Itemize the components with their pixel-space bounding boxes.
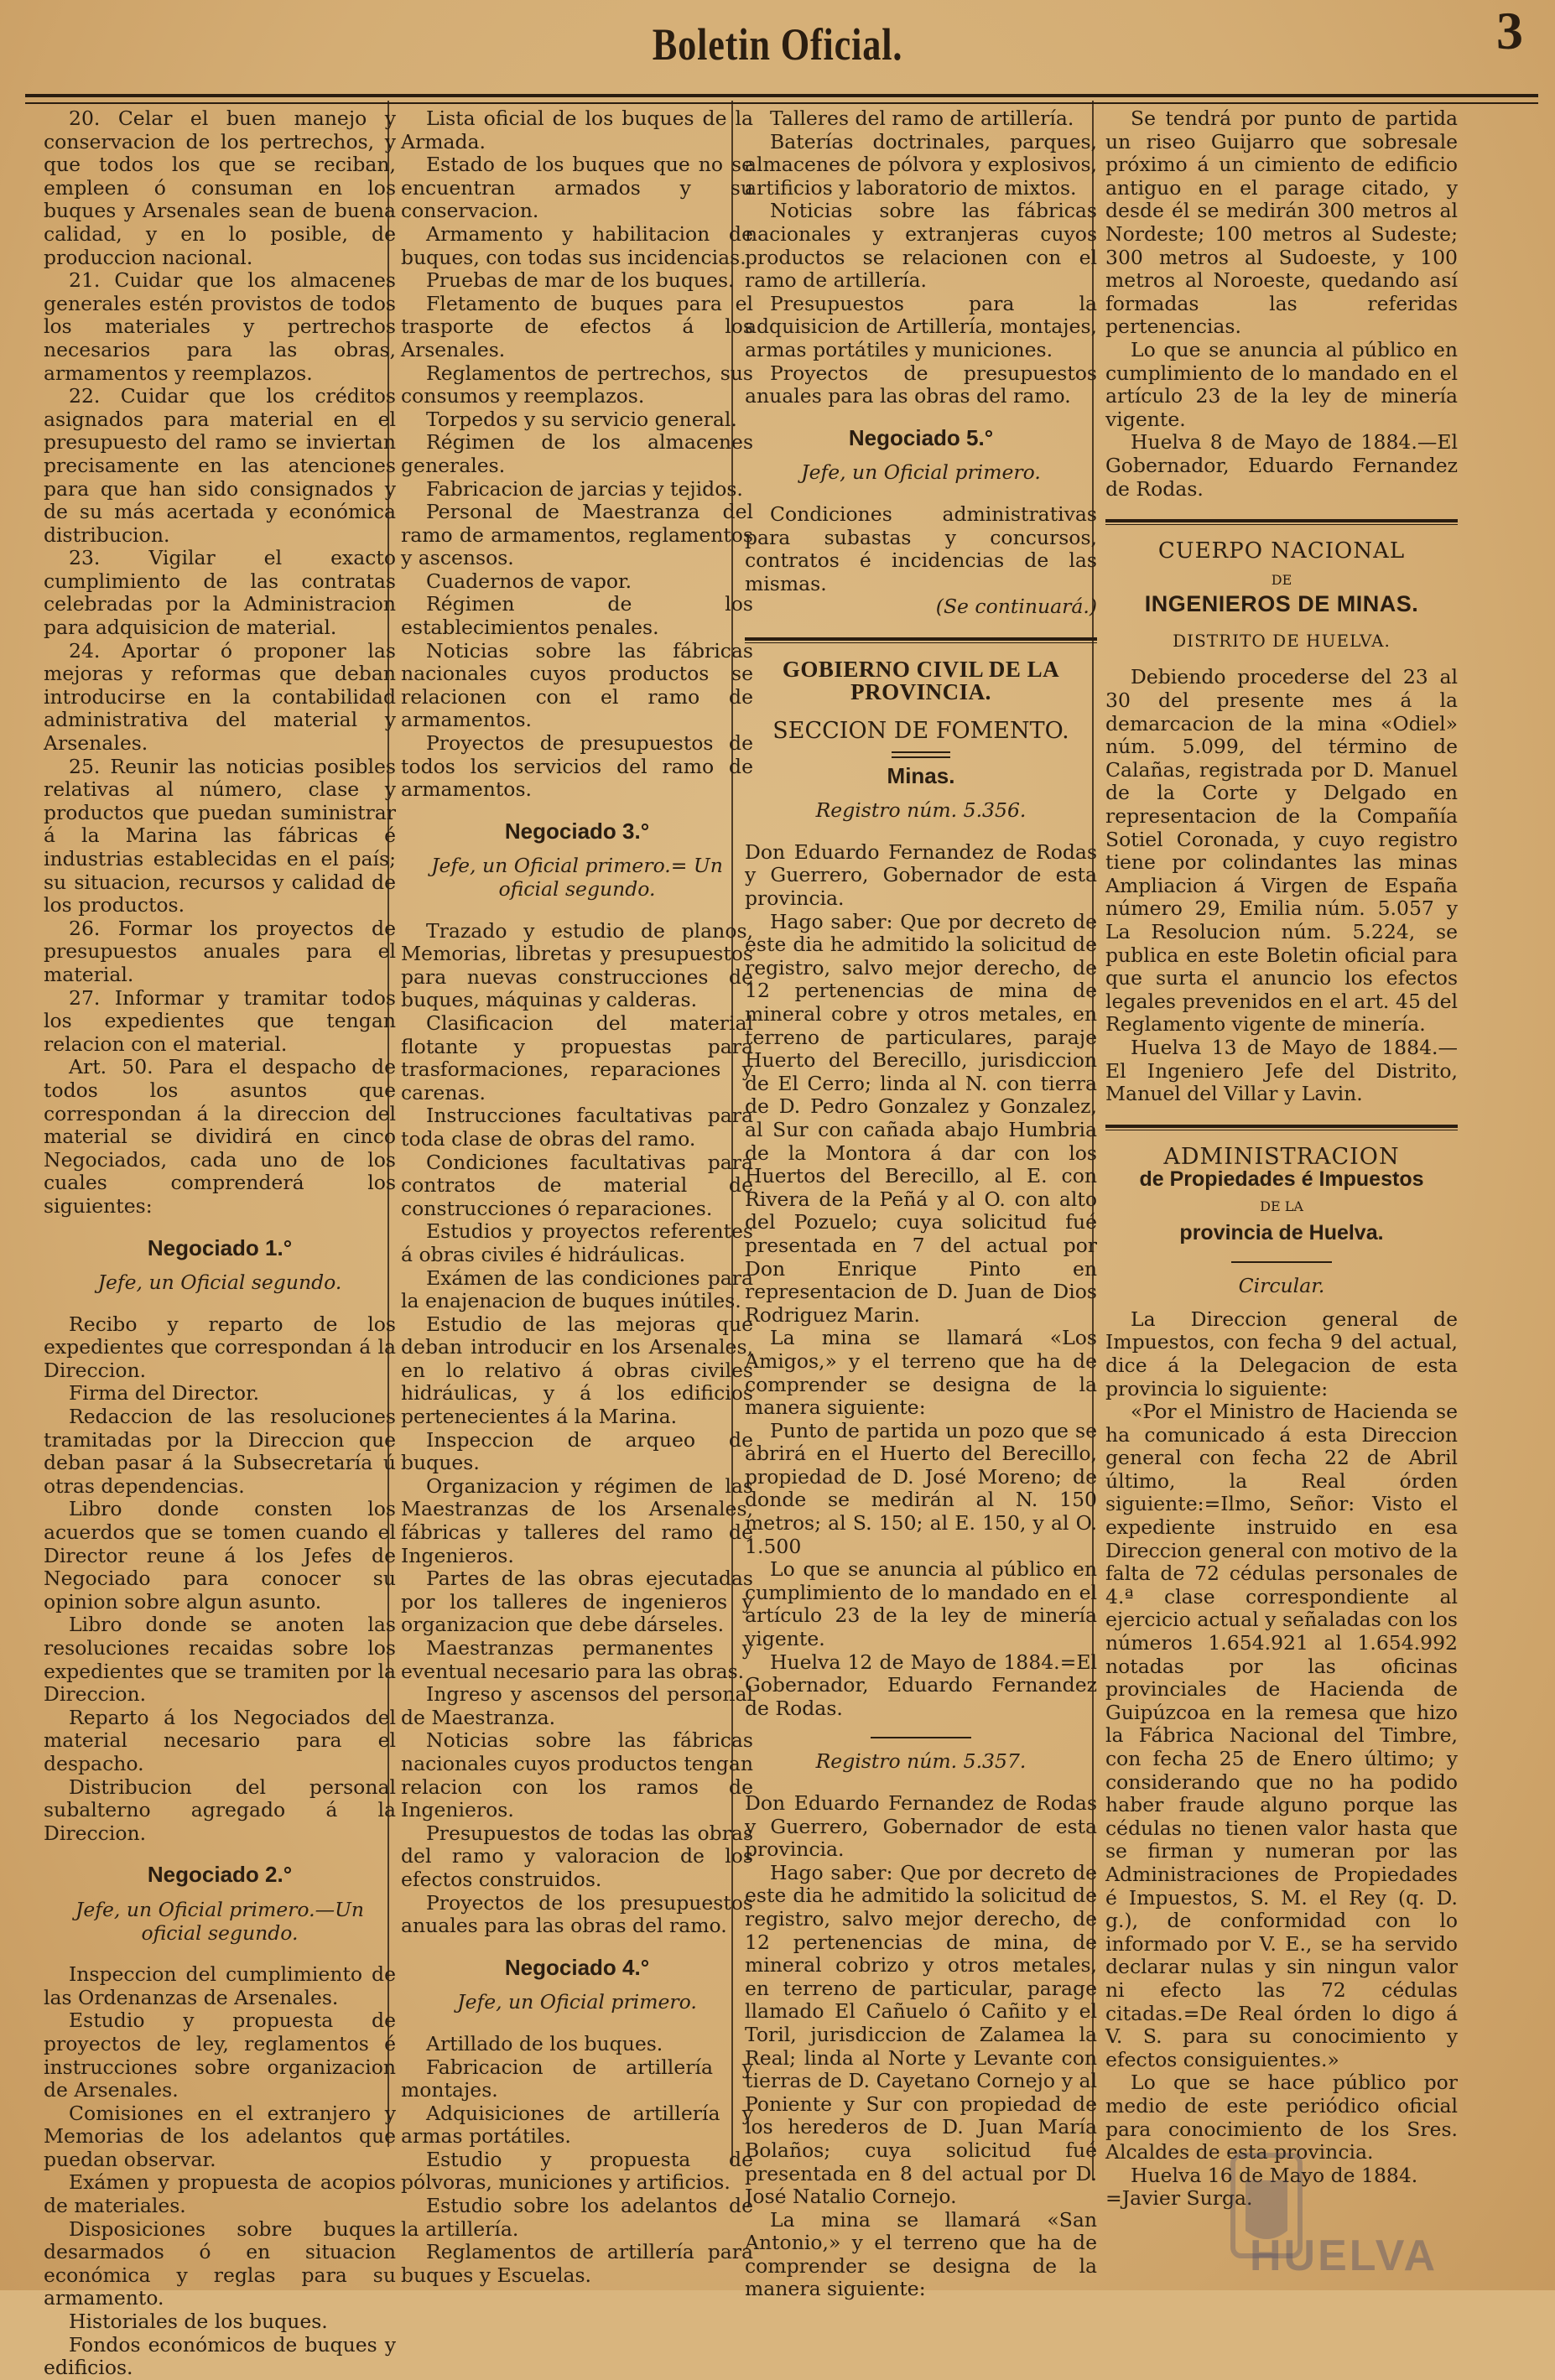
paragraph: Personal de Maestranza del ramo de armamentos, reglamentos y ascensos. <box>401 500 753 570</box>
paragraph: Exámen de las condiciones para la enajenacion de buques inútiles. <box>401 1265 753 1313</box>
paragraph: Art. 50. Para el despacho de todos los asuntos que correspondan á la direccion del material se dividirá en cinco Negociados, cada uno de los cuales comprenderá los siguientes: <box>44 1055 396 1218</box>
paragraph: Don Eduardo Fernandez de Rodas y Guerrero, Gobernador de esta provincia. <box>745 1791 1097 1862</box>
paragraph: Lo que se hace público por medio de este periódico oficial para conocimiento de los Sres. Alcaldes de esta provincia. <box>1105 2071 1458 2164</box>
paragraph: Reglamentos de artillería para buques y Escuelas. <box>401 2240 753 2287</box>
subheading: Jefe, un Oficial segundo. <box>97 1271 342 1295</box>
paragraph: 25. Reunir las noticias posibles relativas al número, clase y productos que puedan suministrar á la Marina las fábricas é industrias establecidas en el país; su situacion, recursos y calidad de los productos. <box>44 754 396 917</box>
propiedades-heading: de Propiedades é Impuestos <box>1139 1167 1424 1192</box>
subheading: Jefe, un Oficial primero.= Un oficial segundo. <box>431 854 723 901</box>
subheading: Jefe, un Oficial primero.—Un oficial segundo. <box>75 1897 365 1945</box>
paragraph: 24. Aportar ó proponer las mejoras y reformas que deban introducirse en la contabilidad administrativa del material y Arsenales. <box>44 638 396 756</box>
masthead <box>0 0 1555 101</box>
paragraph: Presupuestos de todas las obras del ramo y valoracion de los efectos construidos. <box>401 1821 753 1891</box>
paragraph: Lo que se anuncia al público en cumplimiento de lo mandado en el artículo 23 de la ley de minería vigente. <box>1105 337 1458 431</box>
paragraph: Libro donde se anoten las resoluciones recaidas sobre los expedientes que se tramiten por la Direccion. <box>44 1613 396 1707</box>
paragraph: Hago saber: Que por decreto de este dia he admitido la solicitud de registro, salvo mejor derecho, de 12 pertenencias de mina, de mineral cobrizo y otros metales, en terreno de particular, parage llamado El Cañuelo ó Cañito y el Toril, jurisdiccion de Zalamea la Real; linda al Norte y Levante con tierras de D. Cayetano Cornejo y al Poniente y Sur con propiedad de los herederos de D. Juan María Bolaños; cuya solicitud fué presentada en 8 del actual por D. José Natalio Cornejo. <box>745 1860 1097 2209</box>
short-rule <box>871 1737 971 1738</box>
negociado-heading: Negociado 5.° <box>848 424 994 450</box>
paragraph: Recibo y reparto de los expedientes que correspondan á la Direccion. <box>44 1312 396 1382</box>
paragraph: Lo que se anuncia al público en cumplimiento de lo mandado en el artículo 23 de la ley de minería vigente. <box>745 1557 1097 1651</box>
subheading: Jefe, un Oficial primero. <box>801 460 1041 485</box>
paragraph: Fabricacion de artillería y montajes. <box>401 2055 753 2102</box>
subheading: Registro núm. 5.357. <box>815 1749 1027 1774</box>
subheading: Registro núm. 5.356. <box>815 798 1027 823</box>
provincia-heading: provincia de Huelva. <box>1179 1220 1384 1245</box>
watermark-text: HUELVA <box>1250 2232 1438 2280</box>
ingenieros-heading: INGENIEROS DE MINAS. <box>1144 591 1419 617</box>
paragraph: Estudio de las mejoras que deban introducir en los Arsenales, en lo relativo á obras civiles hidráulicas, y á los edificios pertenecientes á la Marina. <box>401 1312 753 1429</box>
paragraph: Condiciones facultativas para contratos de material de construcciones ó reparaciones. <box>401 1150 753 1220</box>
paragraph: Régimen de los almacenes generales. <box>401 430 753 477</box>
paragraph: Baterías doctrinales, parques, almacenes de pólvora y explosivos, artificios y laboratorio de mixtos. <box>745 129 1097 200</box>
column-4 <box>1105 107 1458 2211</box>
paragraph: Partes de las obras ejecutadas por los talleres de ingenieros y organizacion que debe dárseles. <box>401 1567 753 1637</box>
negociado-heading: Negociado 2.° <box>147 1862 293 1888</box>
distrito-heading: DISTRITO DE HUELVA. <box>1173 630 1391 651</box>
newspaper-title: Boletin Oficial. <box>652 19 903 70</box>
paragraph: Estado de los buques que no se encuentran armados y su conservacion. <box>401 153 753 223</box>
paragraph: Punto de partida un pozo que se abrirá en el Huerto del Berecillo, propiedad de D. José Moreno; de donde se medirán al N. 150 metros; al S. 150; al E. 150, y al O. 1.500 <box>745 1418 1097 1558</box>
page-number: 3 <box>1496 1 1523 60</box>
paragraph: Lista oficial de los buques de la Armada. <box>401 107 753 153</box>
paragraph: Huelva 13 de Mayo de 1884.—El Ingeniero Jefe del Distrito, Manuel del Villar y Lavin. <box>1105 1035 1458 1106</box>
paragraph: Hago saber: Que por decreto de este dia he admitido la solicitud de registro, salvo mejor derecho, de 12 pertenencias de mina de mineral cobre y otros metales, en terreno de particulares, paraje Huerto del Berecillo, jurisdiccion de El Cerro; linda al N. con tierra de D. Pedro Gonzalez y Gonzalez, al Sur con cañada abajo Humbria de la Montora á dar con los Huertos del Berecillo, al E. con Rivera de la Peñá y al O. con alto del Pozuelo; cuya solicitud fué presentada en 7 del actual por Don Enrique Pinto en representacion de D. Juan de Dios Rodriguez Marin. <box>745 909 1097 1327</box>
paragraph: Adquisiciones de artillería y armas portátiles. <box>401 2101 753 2149</box>
paragraph: Organizacion y régimen de las Maestranzas de los Arsenales, fábricas y talleres del ramo de Ingenieros. <box>401 1473 753 1567</box>
paragraph: Condiciones administrativas para subastas y concursos, contratos é incidencias de las mismas. <box>745 501 1097 595</box>
paragraph: Armamento y habilitacion de buques, con todas sus incidencias. <box>401 221 753 269</box>
cuerpo-heading: CUERPO NACIONAL <box>1157 538 1406 564</box>
paragraph: Huelva 8 de Mayo de 1884.—El Gobernador, Eduardo Fernandez de Rodas. <box>1105 430 1458 501</box>
paragraph: Reglamentos de pertrechos, sus consumos y reemplazos. <box>401 361 753 408</box>
paragraph: Don Eduardo Fernandez de Rodas y Guerrero, Gobernador de esta provincia. <box>745 839 1097 911</box>
paragraph: Huelva 12 de Mayo de 1884.=El Gobernador, Eduardo Fernandez de Rodas. <box>745 1650 1097 1720</box>
double-rule <box>892 751 950 758</box>
paragraph: «Por el Ministro de Hacienda se ha comunicado á esta Direccion general con fecha 22 de Abril último, la Real órden siguiente:=Ilmo, Señor: Visto el expediente instruido en esa Direccion general con motivo de la falta de 72 cédulas personales de 4.ª clase correspondiente al ejercicio actual y señaladas con los números 1.654.921 al 1.654.992 notadas por las oficinas provinciales de Hacienda de Guipúzcoa en la remesa que hizo la Fábrica Nacional del Timbre, con fecha 25 de Enero último; y considerando que no ha podido haber fraude alguno porque las cédulas no tienen valor hasta que se firman y numeran por las Administraciones de Propiedades é Impuestos, S. M. el Rey (q. D. g.), de conformidad con lo informado por V. E., se ha servido declarar nulas y sin ningun valor ni efecto las 72 cédulas citadas.=De Real órden lo digo á V. S. para su conocimiento y efectos consiguientes.» <box>1105 1400 1458 2071</box>
paragraph: 27. Informar y tramitar todos los expedientes que tengan relacion con el material. <box>44 985 396 1056</box>
section-rule <box>1105 519 1458 525</box>
paragraph: 23. Vigilar el exacto cumplimiento de las contratas celebradas por la Administracion para adquisicion de material. <box>44 546 396 640</box>
paragraph: Firma del Director. <box>69 1381 260 1406</box>
paragraph: Régimen de los establecimientos penales. <box>401 592 753 640</box>
section-rule <box>745 637 1097 643</box>
paragraph: Disposiciones sobre buques desarmados ó en situacion económica y reglas para su armamento. <box>44 2216 396 2310</box>
column-1 <box>44 107 396 2380</box>
paragraph: Talleres del ramo de artillería. <box>770 107 1074 130</box>
paragraph: Torpedos y su servicio general. <box>426 407 737 431</box>
paragraph: La Direccion general de Impuestos, con fecha 9 del actual, dice á la Delegacion de esta provincia lo siguiente: <box>1105 1307 1458 1400</box>
paragraph: Inspeccion de arqueo de buques. <box>401 1427 753 1475</box>
paragraph: Trazado y estudio de planos, Memorias, libretas y presupuestos para nuevas construcciones de buques, máquinas y calderas. <box>401 918 753 1012</box>
paragraph: 20. Celar el buen manejo y conservacion de los pertrechos, y que todos los que se reciban, empleen ó consuman en los buques y Arsenales sean de buena calidad, y en lo posible, de produccion nacional. <box>44 107 396 269</box>
paragraph: Proyectos de los presupuestos anuales para las obras del ramo. <box>401 1890 753 1938</box>
paragraph: Historiales de los buques. <box>69 2310 328 2334</box>
paragraph: Clasificacion del material flotante y propuestas para trasformaciones, reparaciones y carenas. <box>401 1011 753 1104</box>
dela-label: DE LA <box>1260 1198 1303 1214</box>
column-2 <box>401 107 753 2287</box>
subheading: Jefe, un Oficial primero. <box>457 1990 697 2014</box>
paragraph: Ingreso y ascensos del personal de Maestranza. <box>401 1682 753 1729</box>
paragraph: Redaccion de las resoluciones tramitadas por la Direccion que deban pasar á la Subsecretaría ú otras dependencias. <box>44 1405 396 1498</box>
paragraph: Estudio y propuesta de proyectos de ley, reglamentos é instrucciones sobre organizacion de Arsenales. <box>44 2008 396 2102</box>
seccion-heading: SECCION DE FOMENTO. <box>772 718 1069 745</box>
paragraph: Proyectos de presupuestos anuales para las obras del ramo. <box>745 361 1097 408</box>
paragraph: Proyectos de presupuestos de todos los servicios del ramo de armamentos. <box>401 731 753 802</box>
paragraph: Fletamento de buques para el trasporte de efectos á los Arsenales. <box>401 291 753 361</box>
paragraph: Cuadernos de vapor. <box>426 569 632 593</box>
paragraph: 21. Cuidar que los almacenes generales estén provistos de todos los materiales y pertrechos necesarios para las obras, armamentos y reemplazos. <box>44 268 396 385</box>
paragraph: Maestranzas permanentes y eventual necesario para las obras. <box>401 1636 753 1683</box>
de-label: DE <box>1271 571 1292 588</box>
paragraph: Noticias sobre las fábricas nacionales cuyos productos tengan relacion con los ramos de Ingenieros. <box>401 1728 753 1822</box>
column-3 <box>745 107 1097 2301</box>
continuation-note: (Se continuará.) <box>935 595 1097 619</box>
section-rule <box>1105 1125 1458 1130</box>
paragraph: Noticias sobre las fábricas nacionales y extranjeras cuyos productos se relacionen con el ramo de artillería. <box>745 199 1097 293</box>
masthead-rule <box>25 94 1538 104</box>
paragraph: Reparto á los Negociados del material necesario para el despacho. <box>44 1705 396 1775</box>
paragraph: La mina se llamará «Los Amigos,» y el terreno que ha de comprender se designa de la manera siguiente: <box>745 1326 1097 1420</box>
paragraph: Artillado de los buques. <box>426 2031 663 2055</box>
paragraph: Fabricacion de jarcias y tejidos. <box>426 476 743 501</box>
paragraph: Estudio y propuesta de pólvoras, municiones y artificios. <box>401 2147 753 2195</box>
paragraph: Se tendrá por punto de partida un riseo Guijarro que sobresale próximo á un cimiento de edificio antiguo en el parage citado, y desde él se medirán 300 metros al Nordeste; 100 metros al Sudeste; 300 metros al Sudoeste, y 100 metros al Noroeste, quedando así formadas las referidas pertenencias. <box>1105 107 1458 339</box>
paragraph: =Javier Surga. <box>1105 2186 1253 2211</box>
paragraph: Huelva 16 de Mayo de 1884. <box>1131 2163 1418 2187</box>
paragraph: Exámen y propuesta de acopios de materiales. <box>44 2170 396 2218</box>
paragraph: Instrucciones facultativas para toda clase de obras del ramo. <box>401 1104 753 1151</box>
paragraph: Inspeccion del cumplimiento de las Ordenanzas de Arsenales. <box>44 1962 396 2009</box>
paragraph: Pruebas de mar de los buques. <box>426 268 735 293</box>
paragraph: Distribucion del personal subalterno agregado á la Direccion. <box>44 1775 396 1845</box>
gobierno-heading: GOBIERNO CIVIL DE LA PROVINCIA. <box>782 656 1060 705</box>
paragraph: Noticias sobre las fábricas nacionales cuyos productos se relacionen con el ramo de armamentos. <box>401 638 753 732</box>
paragraph: La mina se llamará «San Antonio,» y el terreno que ha de comprender se designa de la manera siguiente: <box>745 2207 1097 2301</box>
circular-heading: Circular. <box>1238 1274 1325 1298</box>
negociado-heading: Negociado 4.° <box>504 1954 650 1980</box>
minas-heading: Minas. <box>887 762 955 788</box>
paragraph: 26. Formar los proyectos de presupuestos anuales para el material. <box>44 916 396 986</box>
paragraph: Libro donde consten los acuerdos que se tomen cuando el Director reune á los Jefes de Negociado para conocer su opinion sobre algun asunto. <box>44 1497 396 1614</box>
administracion-heading: ADMINISTRACION <box>1163 1143 1400 1170</box>
negociado-heading: Negociado 3.° <box>504 818 650 844</box>
paragraph: Comisiones en el extranjero y Memorias de los adelantos que puedan observar. <box>44 2101 396 2171</box>
paragraph: Estudio sobre los adelantos de la artillería. <box>401 2194 753 2241</box>
paragraph: Debiendo procederse del 23 al 30 del presente mes á la demarcacion de la mina «Odiel» núm. 5.099, del término de Calañas, registrada por D. Manuel de la Corte y Delgado en representacion de la Compañía Sotiel Coronada, y cuyo registro tiene por colindantes las minas Ampliacion á Virgen de España número 29, Emilia núm. 5.057 y La Resolucion núm. 5.224, se publica en este Boletin oficial para que surta el anuncio los efectos legales prevenidos en el art. 45 del Reglamento vigente de minería. <box>1105 665 1458 1037</box>
paragraph: Presupuestos para la adquisicion de Artillería, montajes, armas portátiles y municiones. <box>745 291 1097 361</box>
negociado-heading: Negociado 1.° <box>147 1234 293 1260</box>
paragraph: Fondos económicos de buques y edificios. <box>44 2332 396 2380</box>
paragraph: Estudios y proyectos referentes á obras civiles é hidráulicas. <box>401 1219 753 1266</box>
paragraph: 22. Cuidar que los créditos asignados para material en el presupuesto del ramo se inviertan precisamente en las atenciones para que han sido consignados y de su más acertada y económica distribucion. <box>44 384 396 547</box>
short-rule <box>1231 1261 1332 1263</box>
